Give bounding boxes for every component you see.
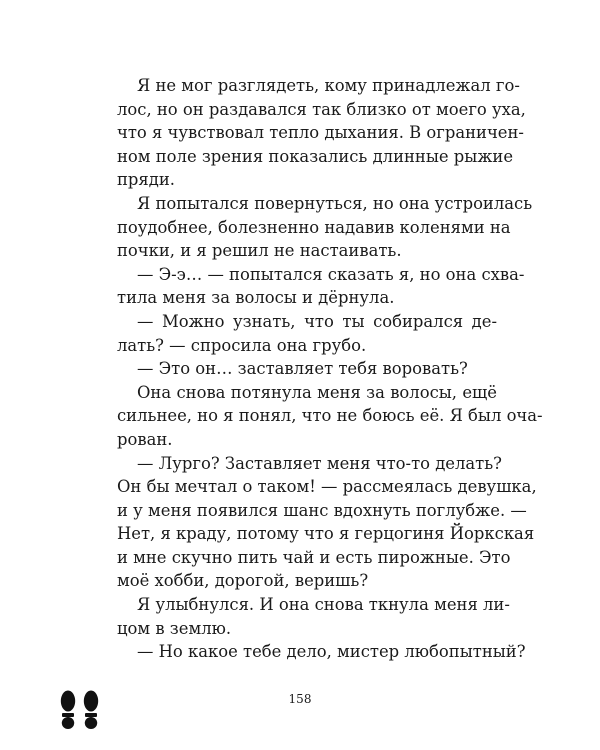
text-line: Он бы мечтал о таком! — рассмеялась девушка, (117, 477, 537, 497)
text-line: Нет, я краду, потому что я герцогиня Йоркская (117, 524, 535, 544)
text-line: лос, но он раздавался так близко от моего уха, (117, 99, 526, 119)
text-line: что я чувствовал тепло дыхания. В ограничен- (117, 123, 524, 143)
text-line: ном поле зрения показались длинные рыжие (117, 146, 514, 166)
text-line: тила меня за волосы и дёрнула. (117, 288, 395, 308)
text-line: почки, и я решил не настаивать. (117, 241, 402, 261)
text-line: — Это он… заставляет тебя воровать? (137, 359, 468, 379)
text-line: пряди. (117, 170, 175, 190)
text-line: Я попытался повернуться, но она устроилась (137, 193, 533, 213)
text-line: цом в землю. (117, 618, 232, 638)
text-line: и у меня появился шанс вдохнуть поглубже. — (117, 500, 527, 520)
footprints-icon (58, 690, 102, 730)
text-line: моё хобби, дорогой, веришь? (117, 571, 369, 591)
page-number: 158 (288, 692, 312, 706)
text-line: и мне скучно пить чай и есть пирожные. Это (117, 547, 511, 567)
text-line: — Э-э… — попытался сказать я, но она схва- (137, 264, 525, 284)
text-line: — Но какое тебе дело, мистер любопытный? (137, 642, 526, 662)
text-line: — Можно узнать, что ты собирался де- (137, 311, 497, 331)
text-line: поудобнее, болезненно надавив коленями на (117, 217, 511, 237)
text-line: лать? — спросила она грубо. (117, 335, 367, 355)
text-line: Я не мог разглядеть, кому принадлежал го- (137, 76, 520, 95)
text-line: — Лурго? Заставляет меня что-то делать? (137, 453, 502, 473)
text-line: сильнее, но я понял, что не боюсь её. Я был оча- (117, 406, 543, 426)
text-line: рован. (117, 429, 173, 449)
text-line: Я улыбнулся. И она снова ткнула меня ли- (137, 595, 510, 615)
text-line: Она снова потянула меня за волосы, ещё (137, 382, 497, 402)
body-text (117, 74, 543, 664)
